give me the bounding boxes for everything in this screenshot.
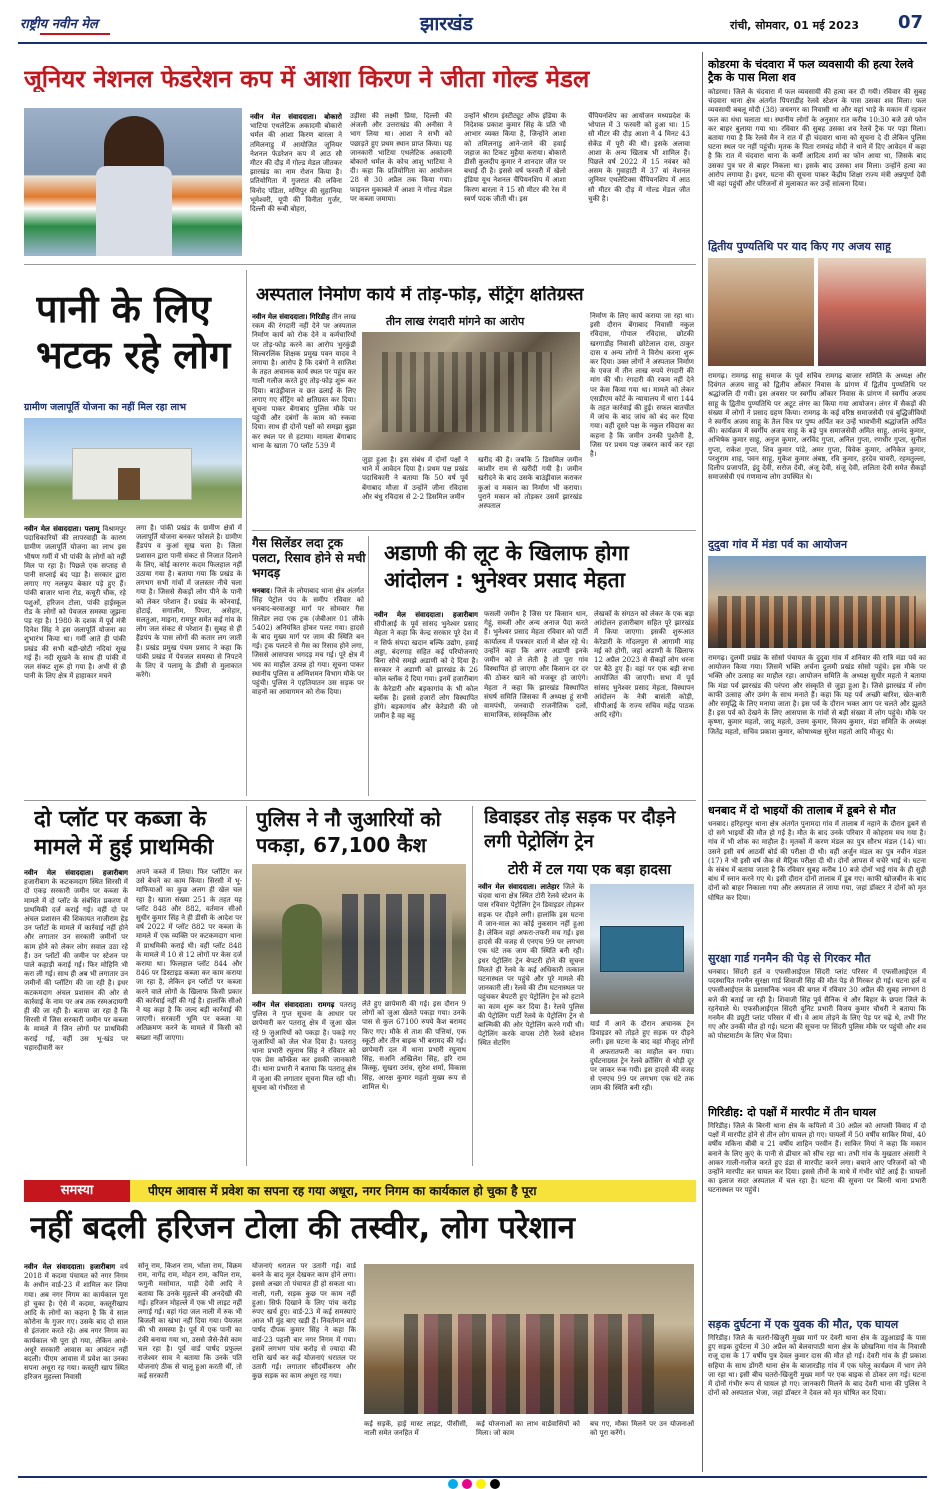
registration-dot-icon: [476, 1479, 486, 1489]
sidebar-divider: [702, 52, 703, 1472]
divider: [252, 530, 696, 531]
sidebar-story3-headline: दुदुवा गांव में मंडा पर्व का आयोजन: [708, 538, 848, 551]
divider: [24, 264, 696, 265]
athlete-photo: [24, 108, 242, 256]
sidebar-story6-headline: गिरिडीह: दो पक्षों में मारपीट में तीन घायल: [708, 1106, 876, 1119]
story5-col2: फसली जमीन है जिस पर किसान धान, गेहूं, सब्जी और अन्य अनाज पैदा करते हैं। भुनेश्वर प्रसाद मेहता रविवार को पार्टी कार्यालय में पत्रकार वार्ता में बोल रहे थे। उन्होंने कहा कि अगर अडाणी इनके जमीन को ले लेती है तो पूरा गांव विस्थापित हो जाएगा और किसान दर दर की ठोकर खाने को मजबूर हो जाएंगे। मेहता ने कहा कि झारखंड विस्थापित संघर्ष समिति जिसका मैं अध्यक्ष हूं सभी वामपंथी, जनवादी राजनीतिक दलों, सामाजिक, सांस्कृतिक और: [484, 610, 588, 720]
sidebar-story7-body: गिरिडीह। जिले के चतरो-खिजुरी मुख्य मार्ग पर देवरी थाना क्षेत्र के उडुआडाईं के पास हुए सड़क दुर्घटना में 30 अप्रैल को बेलवापाठी थाना क्षेत्र के छोखनिमा गांव के निवासी राजू दास के 17 वर्षीय पुत्र देवल कुमार दास की मौत हो गई। देवरी गांव के ही प्रकाश सहिया के साथ डोंगरी थाना क्षेत्र के बाजारडीह गांव में एक घरेलू कार्यक्रम में भाग लेने जा रहा था। इसी बीच चतरो-खिजुरी मुख्य मार्ग पर एक बाइक से ठोकर लग गई। घटना में दोनों गंभीर रूप से घायल हो गए। जानकारी मिलने के बाद देवरी थाना की पुलिस ने दोनों को अस्पताल भेजा, जहां डॉक्टर ने देवल को मृत घोषित कर दिया।: [708, 1334, 926, 1398]
registration-dot-icon: [490, 1479, 500, 1489]
story8-headline: डिवाइडर तोड़ सड़क पर दौड़ने लगी पेट्रोलिंग ट्रेन: [484, 807, 676, 852]
story2-headline: पानी के लिए भटक रहे लोग: [36, 287, 231, 377]
tribute-photo-2: [818, 258, 926, 366]
banner-col2: सोनू राम, किशन राम, भोला राम, विक्रम राम, नागेंद्र राम, मोहन राम, कपिल राम, फगुनी मसोमात, पाड़ी देवी आदि ने बताया कि उनके मुहल्ले की अनदेखी की गई। हरिजन मोहल्ले में एक भी लाइट नहीं लगाई गई। वहां गंदा जल नाली में रुक भी बिजली का खंभा नहीं दिया गया। पेयजल की भी समस्या है। पूर्व में एक पानी का टंकी बनाया गया था, उससे जैसे-तैसे काम चल रहा है। पूर्व वार्ड पार्षद प्रफुल्ल राजेश्वर साव ने बताया कि उनके पति योजनाएं ठीक से चालू हुआ करती थीं, तो कई सरकारी: [138, 1262, 242, 1381]
divider: [708, 800, 926, 801]
photo-people: [382, 352, 552, 432]
sidebar-story1-headline: कोडरमा के चंदवारा में फल व्यवसायी की हत्या रेलवे ट्रैक के पास मिला शव: [708, 58, 914, 84]
story3-col1: नवीन मेल संवाददाता। गिरिडीह तीन लाख रकम की रंगदारी नहीं देने पर अस्पताल निर्माण कार्य को रोक देने व कर्मचारियों पर तोड़-फोड़ करने का आरोप भुरकुंडी सिल्वरलिंक शिक्षक प्रमुख पवन यादव ने लगाया है। आरोप है कि दबंगों ने साजिश के तहत अचानक कार्य स्थल पर पहुंच कर गाली गलौज करते हुए तोड़-फोड़ शुरू कर दिया। बाउंड्रीवाल व छत ढलाई के लिए लगाए गए सेंट्रिंग को क्षतिग्रस्त कर दिया। सूचना पाकर बेंगाबाद पुलिस मौके पर पहुंची और दबंगों के काम को रुकवा दिया। साथ ही दोनों पक्षों को समझा बुझा कर स्थल पर से हटाया। मामला बेंगाबाद थाना के खाता 70 प्लॉट 539 में: [252, 312, 356, 450]
story3-col4: निर्माण के लिए कार्य कराया जा रहा था। इसी दौरान बेंगाबाद निवासी नकुल रविदास, गोपाल रविदास, छोटकी खरगाडीह निवासी छोटेलाल दास, ठाकुर दास व अन्य लोगों ने विरोध करना शुरू कर दिया। उक्त लोगों ने अस्पताल निर्माण के एवज में तीन लाख रुपये रंगदारी की मांग की थी। रंगदारी की रकम नहीं देने पर केस किया गया था। मामले को लेकर एसडीएम कोर्ट के न्यायालय में धारा 144 के तहत कार्रवाई की हुई। सफल बातचीत में जांच के बाद जांच को बंद कर दिया गया। वहीं दूसरे पक्ष के नकुल रविदास का कहना है कि जमीन उनकी पुश्तैनी है, जिस पर प्रथम पक्ष जबरन कार्य कर रहा है।: [590, 312, 694, 459]
sidebar-story2-headline: द्वितीय पुण्यतिथि पर याद किए गए अजय साहू: [708, 240, 891, 253]
festival-crowd: [718, 596, 916, 648]
banner-col3: योजनाएं धरातल पर उतारी गईं। वार्ड बनने के बाद मूल देखकर काम होने लगा। इससे अच्छा तो पंचायत ही हो सकता था। नाली, गली, सड़क कुछ पर काम नहीं हुआ। सिर्फ दिखाने के लिए पांच करोड़ रुपए खर्च हुए। वार्ड-23 में कई समस्याएं आज भी मुंह बाए खड़ी हैं। निवर्तमान वार्ड पार्षद दीपक कुमार सिंह ने कहा कि वार्ड-23 पहली बार नगर निगम में गया। इसमें लगभग पांच करोड़ से ज्यादा की राशि खर्च कर कई योजनाएं धरातल पर उतारी गईं। लगातार सौंदर्यीकरण और कुछ सड़क का काम अधूरा रह गया।: [252, 1262, 356, 1381]
police-officer-figure: [282, 904, 322, 994]
banner-tag: समस्या: [24, 1180, 130, 1202]
story1-col2: उड़ीसा की लक्ष्मी प्रिया, दिल्ली की अंजली और उत्तराखंड की अनीसा ने भाग लिया था। आशा ने सभी को पछाड़ते हुए प्रथम स्थान प्राप्त किया। यह जानकारी भाटिया एथलेटिक अकादमी बोकारो थर्मल के कोच आशु भाटिया ने दी। कहा कि प्रतियोगिता का आयोजन 28 से 30 अप्रैल तक किया गया। फाइनल मुकाबले में आशा ने गोल्ड मेडल पर कब्जा जमाया।: [350, 112, 452, 203]
water-tank-photo: [24, 418, 242, 518]
masthead: [0, 0, 945, 44]
story3-col3: खरीद की है। जबकि 5 डिसमिल जमीन काशीर राम से खरीदी गयी है। जमीन खरीदने के बाद उसके बाउंड्रीवाल कराकर कुआं व मकान का निर्माण भी कराया। पुराने मकान को तोड़कर उसमें झारखंड अस्पताल: [478, 456, 582, 511]
sidebar-story3-body: रामगढ़। दुलमी प्रखंड के सोसो पंचायत के दुदुवा गांव में शनिवार की रात्रि मंडा पर्व का आयोजन किया गया। जिसमें भक्ति अर्चना दुलमी प्रखंड सोसो पहुंचे। इस मौके पर भक्ति और उत्साह का माहौल रहा। आयोजन समिति के अध्यक्ष सुधीर महतो ने बताया कि मंडा पर्व झारखंड की परंपरा और संस्कृति से जुड़ा हुआ है। जिसे झारखंड में लोग काफी उत्साह और उमंग के साथ मनाते हैं। कहा कि यह पर्व अच्छी बारिश, खेत-बारी और समृद्धि के लिए मनाया जाता है। इस पर्व के दौरान भक्त आग पर चलते और झूलते हैं। इस पर्व को देखने के लिए आसपास के गांवों से बड़ी संख्या में लोग पहुंचे। मौके पर कृष्णा, कुमार महतो, जादू महतो, उत्तम कुमार, विजय कुमार, मंडा समिति के अध्यक्ष जितेंद्र महतो, सचिव प्रकाश कुमार, कोषाध्यक्ष सुरेश महतो आदि मौजूद थे।: [708, 654, 926, 736]
divider: [472, 806, 473, 1166]
page-number: 07: [898, 12, 924, 33]
story7-col1: नवीन मेल संवाददाता। रामगढ़ पतरातू पुलिस ने गुप्त सूचना के आधार पर छापेमारी कर पतरातू क्षेत्र में जुआ खेल रहे 9 जुआरियों को पकड़ा है। पकड़े गए जुआरियों को जेल भेज दिया है। पतरातू थाना प्रभारी रघुनाथ सिंह ने रविवार को एक प्रेस कॉन्फ्रेंस कर इसकी जानकारी दी। थाना प्रभारी ने बताया कि पतरातू क्षेत्र में जुआ की लगातार सूचना मिल रही थी। सूचना को गंभीरता से: [252, 1000, 356, 1092]
story3-caption: तीन लाख रंगदारी मांगने का आरोप: [386, 315, 525, 328]
banner-kicker: पीएम आवास में प्रवेश का सपना रह गया अधूरा, नगर निगम का कार्यकाल हो चुका है पूरा: [148, 1184, 537, 1198]
story6-headline: दो प्लॉट पर कब्जा के मामले में हुई प्राथमिकी: [34, 807, 214, 860]
story1-headline: जूनियर नेशनल फेडरेशन कप में आशा किरण ने जीता गोल्ड मेडल: [24, 66, 590, 93]
banner-caption-col1: कई सड़कें, हाई मास्ट लाइट, पीसीसी, नाली समेत जनहित में: [364, 1420, 468, 1438]
masthead-rule: [18, 42, 927, 44]
story1-col4: चैंपियनशिप का आयोजन मध्यप्रदेश के भोपाल में 3 फरवरी को हुआ था। 15 सौ मीटर की दौड़ आशा ने 4 मिनट 43 सेकेंड में पूरी की थी। इसके अलावा आशा के अन्य खिताब भी शामिल हैं। पिछले वर्ष 2022 में 15 नवंबर को असम के गुवाहाटी में 37 वां नेशनल जूनियर एथलेटिक्स चैंपियनशिप में आठ सौ मीटर की दौड़ में गोल्ड मेडल जीत चुकी है।: [588, 112, 690, 203]
story2-col2: लगा है। पांकी प्रखंड के ग्रामीण क्षेत्रों में जलापूर्ति योजना बनकर फोसले है। ग्रामीण हैंडपंप व कुआं सूख चला है। जिला प्रशासन द्वारा पानी संकट से निजात दिलाने के लिए, कोई कारगर कदम फिलहाल नहीं उठाया गया है। बताया गया कि प्रखंड के लगभग सभी गांवों में जलस्तर नीचे चला गया है। जिससे सैकड़ों लोग पीने के पानी को लेकर परेशान हैं। प्रखंड के कोनवाई, होटाई, सगालीम, पिपरा, असेहार, सलतुआ, माइना, रामपुर समेत कई गांव के लोग जल संकट से परेशान हैं। सुबह से ही हैंडपंप के पास लोगों की कतार लग जाती है। प्रखंड प्रमुख पंचम प्रसाद ने कहा कि पांकी प्रखंड में पेयजल समस्या से निपटने के लिए वे पलामू के डीसी से मुलाकात करेंगे।: [136, 524, 242, 680]
divider: [24, 800, 696, 801]
divider: [246, 270, 247, 796]
story8-subhead: टोरी में टल गया एक बड़ा हादसा: [508, 862, 672, 878]
tank-door: [118, 468, 140, 500]
story7-col2: लेते हुए छापेमारी की गई। इस दौरान 9 लोगों को जुआ खेलते पकड़ा गया। उनके पास से कुल 67100 रुपये कैश बरामद किए गए। मौके से ताश की पत्तियां, एक स्कूटी और तीन बाइक भी बरामद की गई। छापेमारी दल में थाना प्रभारी रघुनाथ सिंह, सअनि अखिलेश सिंह, हरि राम किस्कू, सुखरा उरांव, सुरेश शर्मा, विकास सिंह, आरक्ष कुमार महतो मुख्य रूप से शामिल थे।: [362, 1000, 466, 1091]
story1-col3: उन्होंने श्रीराम इंस्टीट्यूट ऑफ इंडिया के निदेशक प्रकाश कुमार सिंह के प्रति भी आभार व्यक्त किया है, जिन्होंने आशा को तमिलनाडु आने-जाने की हवाई जहाज का टिकट मुहैया कराया। बोकारो डीसी कुलदीप कुमार ने शानदार जीत पर बधाई दी है। इससे वर्ष फरवरी में खेलो इंडिया यूथ नेशनल चैंपियनशिप में आशा किरण बारला ने 15 सौ मीटर की रेस में स्वर्ण पदक जीती थी। इस: [464, 112, 566, 203]
issue-date: रांची, सोमवार, 01 मई 2023: [730, 19, 860, 32]
divider: [246, 806, 247, 1166]
story8-col2: यार्ड में आने के दौरान अचानक ट्रेन डिवाइडर को तोड़ते हुए सड़क पर दौड़ने लगी। इस घटना के बाद वहां मौजूद लोगों में अफरातफरी का माहौल बन गया। दुर्घटनाग्रस्त ट्रेन रेलवे क्रॉसिंग से थोड़ी दूर पर जाकर रुक गयी। इस हादसे की वजह से एनएच 99 पर लगभग एक घंटे तक जाम की स्थिति बनी रही।: [590, 1020, 694, 1093]
story7-headline: पुलिस ने नौ जुआरियों को पकड़ा, 67,100 कैश: [256, 807, 441, 857]
manda-festival-photo: [708, 556, 926, 648]
story8-col1: नवीन मेल संवाददाता। लातेहार जिले के चंदवा थाना क्षेत्र स्थित टोरी रेलवे स्टेशन के पास रविवार पेट्रोलिंग ट्रेन डिवाइडर तोड़कर सड़क पर दौड़ने लगी। हालांकि इस घटना में जान-माल का कोई नुकसान नहीं हुआ है। लेकिन वहां अफरा-तफरी मच गई। इस हादसे की वजह से एनएच 99 पर लगभग एक घंटे तक जाम की स्थिति बनी रही। इधर पेट्रोलिंग ट्रेन बेपटरी होने की सूचना मिलते ही रेलवे के कई अधिकारी तत्काल घटनास्थल पर पहुंचे और पूरे मामले की जानकारी ली। रेलवे की टीम घटनास्थल पर पहुंचकर बेपटरी हुए पेट्रोलिंग ट्रेन को हटाने का काम शुरू कर दिया है। रेलवे पुलिस की पेट्रोलिंग पार्टी रेलवे के पेट्रोलिंग ट्रेन से बाल्मिकी की ओर पेट्रोलिंग करने गयी थी। पेट्रोलिंग करके वापस टोरी रेलवे स्टेशन स्थित सेटरिंग: [478, 882, 584, 1048]
seated-men-figures: [342, 894, 452, 994]
sidebar-story4-body: धनबाद। हरिहरपुर थाना क्षेत्र अंतर्गत पुनामदा गांव में तालाब में नहाने के दौरान डूबने से दो सगे भाइयों की मौत हो गई है। मौत के बाद उनके परिवार में कोहराम मच गया है। गांव में भी शोक का माहौल है। मृतकों में करण मंडल का पुत्र सौरभ मंडल (14) था। उसने इसी वर्ष आठवीं बोर्ड की परीक्षा दी थी। वहीं अर्जुन मंडल का पुत्र नवीन मंडल (17) ने भी इसी वर्ष जैक से मैट्रिक परीक्षा दी थी। दोनों आपस में चचेरे भाई थे। घटना के संबंध में बताया जाता है कि रविवार सुबह करीब 10 बजे दोनों भाई गांव के ही सुड़ी बांध में स्नान करने गए थे। इसी दौरान दोनों तालाब में डूब गए। काफी खोजबीन के बाद दोनों को बाहर निकाला गया और अस्पताल ले जाया गया, जहां डॉक्टर ने दोनों को मृत घोषित कर दिया।: [708, 820, 926, 902]
train-body: [600, 926, 684, 972]
sidebar-story2-body: रामगढ़। रामगढ़ साहू समाज के पूर्व सचिव रामगढ़ बाजार समिति के अध्यक्ष और दिवंगत अजय साहू को द्वितीय ओंकार निवास के प्रांगण में द्वितीय पुण्यतिथि पर श्रद्धांजलि दी गयी। इस अवसर पर स्वर्गीय ओंकार निवास के प्रांगण में स्वर्गीय अजय साहू के द्वितीय पुण्यतिथि पर अटूट लंगर का किया गया आयोजन। लंगर में सैकड़ों की संख्या में लोगों ने प्रसाद ग्रहण किया। रामगढ़ के कई वरिष्ठ समाजसेवी एवं बुद्धिजीवियों ने स्वर्गीय अजय साहू के तैल चित्र पर पुष्प अर्पित कर उन्हें भावभीनी श्रद्धांजलि अर्पित की। कार्यक्रम में स्वर्गीय अजय साहू के बड़े पुत्र समाजसेवी अमित साहू, आनंद कुमार, अभिषेक कुमार साहू, अनुज कुमार, अरविंद गुप्ता, अनिल गुप्ता, रणधीर गुप्ता, सुनील गुप्ता, राकेश गुप्ता, शिव कुमार पांडे, अमर गुप्ता, विवेक कुमार, अनिकेत कुमार, परशुराम शाह, पवन साहू, मुकेश कुमार अंबष्ठ, रवि कुमार, हरदेव चावरी, रहमतुल्ला, दिलीप प्रजापति, इंदु देवी, सरोज देवी, अंजू देवी, संजू देवी, ललिता देवी समेत सैकड़ों समाजसेवी एवं गणमान्य लोग उपस्थित थे।: [708, 372, 926, 482]
gamblers-photo: [252, 864, 466, 994]
tribute-photo-1: [708, 258, 814, 366]
residents-group: [404, 1314, 654, 1414]
sidebar-story5-body: धनबाद। सिंदरी हर्ल व एफसीआईएल सिंदरी प्लांट परिसर में एफसीआईएल में पदस्थापित गनमैन सुरक्षा गार्ड शिवाजी सिंह की मौत पेड़ से गिरकर हो गई। घटना हर्ल व एफसीआईएल के प्रशासनिक भवन की बगल में रविवार 30 अप्रैल की सुबह लगभग 8 बजे की बताई जा रही है। शिवाजी सिंह पूर्व सैनिक थे और बिहार के छपरा जिले के रहनेवाले थे। एफसीआईएल सिंदरी यूनिट प्रभारी विजय कुमार चौधरी ने बताया कि गनमैन की ड्यूटी प्लांट परिसर में थी। वे आम तोड़ने के लिए पेड़ पर चढ़े थे, तभी गिर गए और उनकी मौत हो गई। घटना की सूचना पर सिंदरी पुलिस मौके पर पहुंची और शव को पोस्टमार्टम के लिए भेज दिया।: [708, 968, 926, 1041]
newspaper-logo: राष्ट्रीय नवीन मेल: [20, 17, 98, 32]
banner-caption-col3: बच गए, मौका मिलने पर उन योजनाओं को पूरा करेंगे।: [590, 1420, 694, 1438]
footer-rule: [18, 1476, 927, 1478]
story5-headline: अडाणी की लूट के खिलाफ होगा आंदोलन : भुनेश्वर प्रसाद मेहता: [384, 541, 629, 592]
story4-col1: धनबाद। जिले के लोयाबाद थाना क्षेत्र अंतर्गत सिंह पेट्रोल पंप के समीप रविवार को धनबाद-बरवाअड्डा मार्ग पर सोमवार गैस सिलेंडर लदा एक ट्रक (जेबीआर 01 जीके 5402) अनियंत्रित होकर पलट गया। हादसे के बाद मुख्य मार्ग पर जाम की स्थिति बन गई। ट्रक पलटने से गैस का रिसाव होने लगा, जिससे आसपास भगदड़ मच गई। पूरे क्षेत्र में भय का माहौल उत्पन्न हो गया। सूचना पाकर स्थानीय पुलिस व अग्निशमन विभाग मौके पर पहुंची। पुलिस ने एहतियातन उस सड़क पर वाहनों का आवागमन को रोक दिया।: [252, 586, 364, 697]
story4-headline: गैस सिलेंडर लदा ट्रक पलटा, रिसाव होने से मची भगदड़: [252, 536, 366, 580]
story5-col3: लेखकों के संगठन को लेकर के एक बड़ा आंदोलन हजारीबाग सहित पूरे झारखंड में किया जाएगा। इसकी शुरूआत केरेडारी के गोंदलपुरा से आगामी माह मई को होगी, जहां अडाणी के खिलाफ 12 अप्रैल 2023 से सैकड़ों लोग धरना पर बैठे हुए हैं। वहां पर एक बड़ी सभा आयोजित की जाएगी। सभा में पूर्व सांसद भुनेश्वर प्रसाद मेहता, विस्थापन आंदोलन के नेत्री बासंती कोड़ी, सीपीआई के राज्य सचिव महेंद्र पाठक आदि रहेंगे।: [594, 610, 694, 720]
divider: [368, 536, 369, 796]
story6-col1: नवीन मेल संवाददाता। हजारीबाग हजारीबाग के कटकमदाग स्थित सिरसी में दो एकड़ सरकारी जमीन पर कब्जा के मामले में दो प्लॉट के संबंधित प्रकरण में प्राथमिकी दर्ज कराई गई। वहीं दो पर अंचल प्रशासन की शिकायत नाजीराम हेड़ उन प्लॉटों के मामले में कार्रवाई नहीं होने और लगातार उन सरकारी जमीनों पर काम होने को लेकर लोग सवाल उठा रहे हैं। उन प्लॉटों की जमीन पर स्टेशन पर पाले कहाड़ी कराई गई। फिर मोहिनि भी करा ली गई। साथ ही अब भी लगातार उन जमीनों की प्लॉटिंग की जा रही है। इधर कटकमदाग अंचल प्रशासन की ओर से कार्रवाई के नाम पर अब तक रस्मअदायगी ही की जा रही है। बताया जा रहा है कि सिरसी में जिस सरकारी जमीन पर कब्जा के मामले में जिन लोगों पर प्राथमिकी कराई गई, वहीं उस भू-खंड पर चहारदीवारी कर: [24, 868, 128, 1052]
story5-col1: नवीन मेल संवाददाता। हजारीबाग सीपीआई के पूर्व सांसद भुनेश्वर प्रसाद मेहता ने कहा कि केन्द्र सरकार पूरे देश में न सिर्फ संपदा खदान बल्कि उद्योग, हवाई अड्डा, बंदरगाह सहित कई परियोजनाएं बिना सोचे समझे अडाणी को दे दिया है। सरकार ने अडाणी को झारखंड के 26 कोल ब्लॉक दे दिया गया। इनमें हजारीबाग के केरेडारी और बड़कागांव के भी कोल ब्लॉक है। इससे हजारों लोग विस्थापित होंगे। बड़कागांव और केरेडारी की जो जमीन है वह बहु: [374, 610, 478, 721]
story3-col2: जुड़ा हुआ है। इस संबंध में दोनों पक्षों ने थाने में आवेदन दिया है। प्रथम पक्ष प्रखंड पदाधिकारी ने बताया कि 50 वर्ष पूर्व बेंगाबाद मौजा में उन्होंने जीना रविदास और बंधु रविदास से 2-2 डिसमिल जमीन: [362, 456, 468, 501]
story2-col1: नवीन मेल संवाददाता। पलामू विश्रामपुर पदाधिकारियों की लापरवाही के कारण ग्रामीण जलापूर्ति योजना का लाभ इस भीषण गर्मी में भी पांकी के लोगों को नहीं मिल पा रहा है। पिछले एक सप्ताह से पानी सप्लाई बंद पड़ा है। सरकार द्वारा लगाए गए नलकूप बेकार पड़े हुए हैं। पांकी बाजार थाना रोड, कचूरी चौक, रहे पशुओं, हरिजन टोला, पांकी हाईस्कूल रोड के लोगों को पेयजल समस्या जूझना पड़ रहा है। 1980 के दशक में पूर्व मंत्री दिनेश सिंह ने इस जलापूर्ति योजना का शुभारंभ किया था। गर्मी आते ही पांकी प्रखंड की सभी बड़ी-छोटी नदियां सूख गई हैं। नदी सूखने के साथ ही पांकी में जल संकट शुरू हो गया है। अभी से ही पानी के लिए क्षेत्र में हाहाकार मचने: [24, 524, 126, 681]
registration-dot-icon: [462, 1479, 472, 1489]
sidebar-story5-headline: सुरक्षा गार्ड गनमैन की पेड़ से गिरकर मौत: [708, 952, 871, 965]
sidebar-story1-body: कोडरमा। जिले के चंदवारा में फल व्यवसायी की हत्या कर दी गयी। रविवार की सुबह चंदवारा थाना क्षेत्र अंतर्गत पिपराडीह रेलवे स्टेशन के पास उसका शव मिला। फल व्यवसायी बबलू मोदी (38) जयनगर का निवासी था और यहां भाड़े के मकान में रहकर फल का धंधा चलाता था। स्थानीय लोगों के अनुसार रात करीब 10:30 बजे उसे फोन कर बाहर बुलाया गया था। रविवार की सुबह उसका शव रेलवे ट्रैक पर पड़ा मिला। बताया गया है कि रेलवे मैन ने रात में ही चंदवारा थाना को सूचना दे दी लेकिन पुलिस घटना स्थल पर नहीं पहुंची। मृतक के पिता रामचंद्र मोदी ने थाने में दिए आवेदन में कहा है कि रात में चंदवारा थाना के कर्मी आदित्य शर्मा का फोन आया था, जिसके बाद उसका पुत्र घर से बाहर निकला था। इसके बाद उसका शव मिला। उन्होंने हत्या का आरोप लगाया है। इधर, घटना की सूचना पाकर केंद्रीय शिक्षा राज्य मंत्री अन्नपूर्णा देवी भी वहां पहुंचीं और परिजनों से मुलाकात कर उन्हें सांत्वना दिया।: [708, 88, 926, 189]
logo-underline: [40, 33, 110, 35]
harijan-tola-photo: [364, 1264, 694, 1414]
story2-subhead: ग्रामीण जलापूर्ति योजना का नहीं मिल रहा लाभ: [24, 402, 187, 413]
patrol-train-photo: [590, 884, 694, 1014]
sidebar-story7-headline: सड़क दुर्घटना में एक युवक की मौत, एक घायल: [708, 1318, 899, 1331]
sidebar-story6-body: गिरिडीह। जिले के बिरनी थाना क्षेत्र के कपिलो में 30 अप्रैल को आपसी विवाद में दो पक्षों में मारपीट होने से तीन लोग घायल हो गए। घायलों में 50 वर्षीय साकिर मियां, 40 वर्षीय मकिना बीबी व 21 वर्षीय शाहिन परवीन हैं। साकिर मियां ने कहा कि मकान बनाने के लिए कुएं के पानी से ढीचार को सींच रहा था। तभी गांव के मुखतार अंसारी ने आकर गाली-गलौज करते हुए डंडा से मारपीट करने लगा। बचाने आए परिजनों को भी उन्होंने मारपीट कर घायल कर दिया। इससे तीनों के माथे में गंभीर चोटें आई हैं। घायलों का इलाज सदर अस्पताल में चल रहा है। घटना की सूचना पर बिरनी थाना प्रभारी घटनास्थल पर पहुंचे।: [708, 1122, 926, 1195]
story1-col1: नवीन मेल संवाददाता। बोकारो भाटिया एथलेटिक अकादमी बोकारो थर्मल की आशा किरण बारला ने तमिलनाडु में आयोजित जूनियर नेशनल फेडरेशन कप में आठ सौ मीटर की दौड़ में गोल्ड मेडल जीतकर झारखंड का नाम रोशन किया है। प्रतियोगिता में गुजरात की लविना विनोद पंडिता, मणिपुर की सुहानिया भूमेश्वरी, यूपी की विनीता गुर्जर, दिल्ली की रूबी बोहरा,: [250, 112, 342, 214]
athlete-jersey: [96, 166, 172, 256]
section-title: झारखंड: [420, 13, 473, 35]
banner-headline: नहीं बदली हरिजन टोला की तस्वीर, लोग परेशान: [30, 1210, 575, 1246]
sidebar-story4-headline: धनबाद में दो भाइयों की तालाब में डूबने से मौत: [708, 804, 896, 817]
banner-caption-col2: कई योजनाओं का लाभ वार्डवासियों को मिला। जो काम: [476, 1420, 580, 1438]
banner-col1: नवीन मेल संवाददाता। हजारीबाग वर्ष 2018 में कदमा पंचायत को नगर निगम के अधीन वार्ड-23 में शामिल कर लिया गया। अब नगर निगम का कार्यकाल पूरा हो चुका है। ऐसे में कदमा, कस्तूरीखाप आदि के लोगों का कहना है कि वे साल कोरोना के गुजर गए। उसके बाद दो साल से इंतजार करते रहे। अब नगर निगम का कार्यकाल भी पूरा हो गया, लेकिन आधे-अधूरे सरकारी आवास का आवंटन नहीं बदली। पीएम आवास में प्रवेश का उनका सपना अधूरा रह गया। कस्तूरी खाप स्थित हरिजन मुहल्ला निवासी: [24, 1262, 128, 1382]
registration-dot-icon: [448, 1479, 458, 1489]
story3-headline: अस्पताल निर्माण कार्य में तोड़-फोड़, सेंट्रिंग क्षतिग्रस्त: [256, 286, 584, 305]
damage-photo: [362, 332, 580, 450]
story6-col2: अपने कब्जे में लिया। फिर प्लॉटिंग कर उसे बेचने का काम किया। सिरसी में भू-माफियाओं का कुछ अलग ही खेल चल रहा है। खाता संख्या 251 के तहत यह प्लॉट 848 और 882, वर्तमान सीओ सुधीर कुमार सिंह ने ही डीसी के आदेश पर वर्ष 2022 में प्लॉट 882 पर कब्जा के मामले में एक व्यक्ति पर कटकमदाग थाना में प्राथमिकी कराई थी। वहीं प्लॉट 848 के मामले में 10 से 12 लोगों पर केस दर्ज कराया था। फिलहाल प्लॉट 844 और 846 पर डिस्टाइड कब्जा कर काम कराया जा रहा है, लेकिन इन प्लॉटों पर कब्जा करने वाले लोगों के खिलाफ किसी प्रकार की कार्रवाई नहीं की गई है। हालांकि सीओ ने यह कहा है कि जल्द बड़ी कार्रवाई की जाएगी। सरकारी भूमि पर कब्जा या अतिक्रमण करने के मामले में किसी को बख्शा नहीं जाएगा।: [136, 868, 242, 1042]
